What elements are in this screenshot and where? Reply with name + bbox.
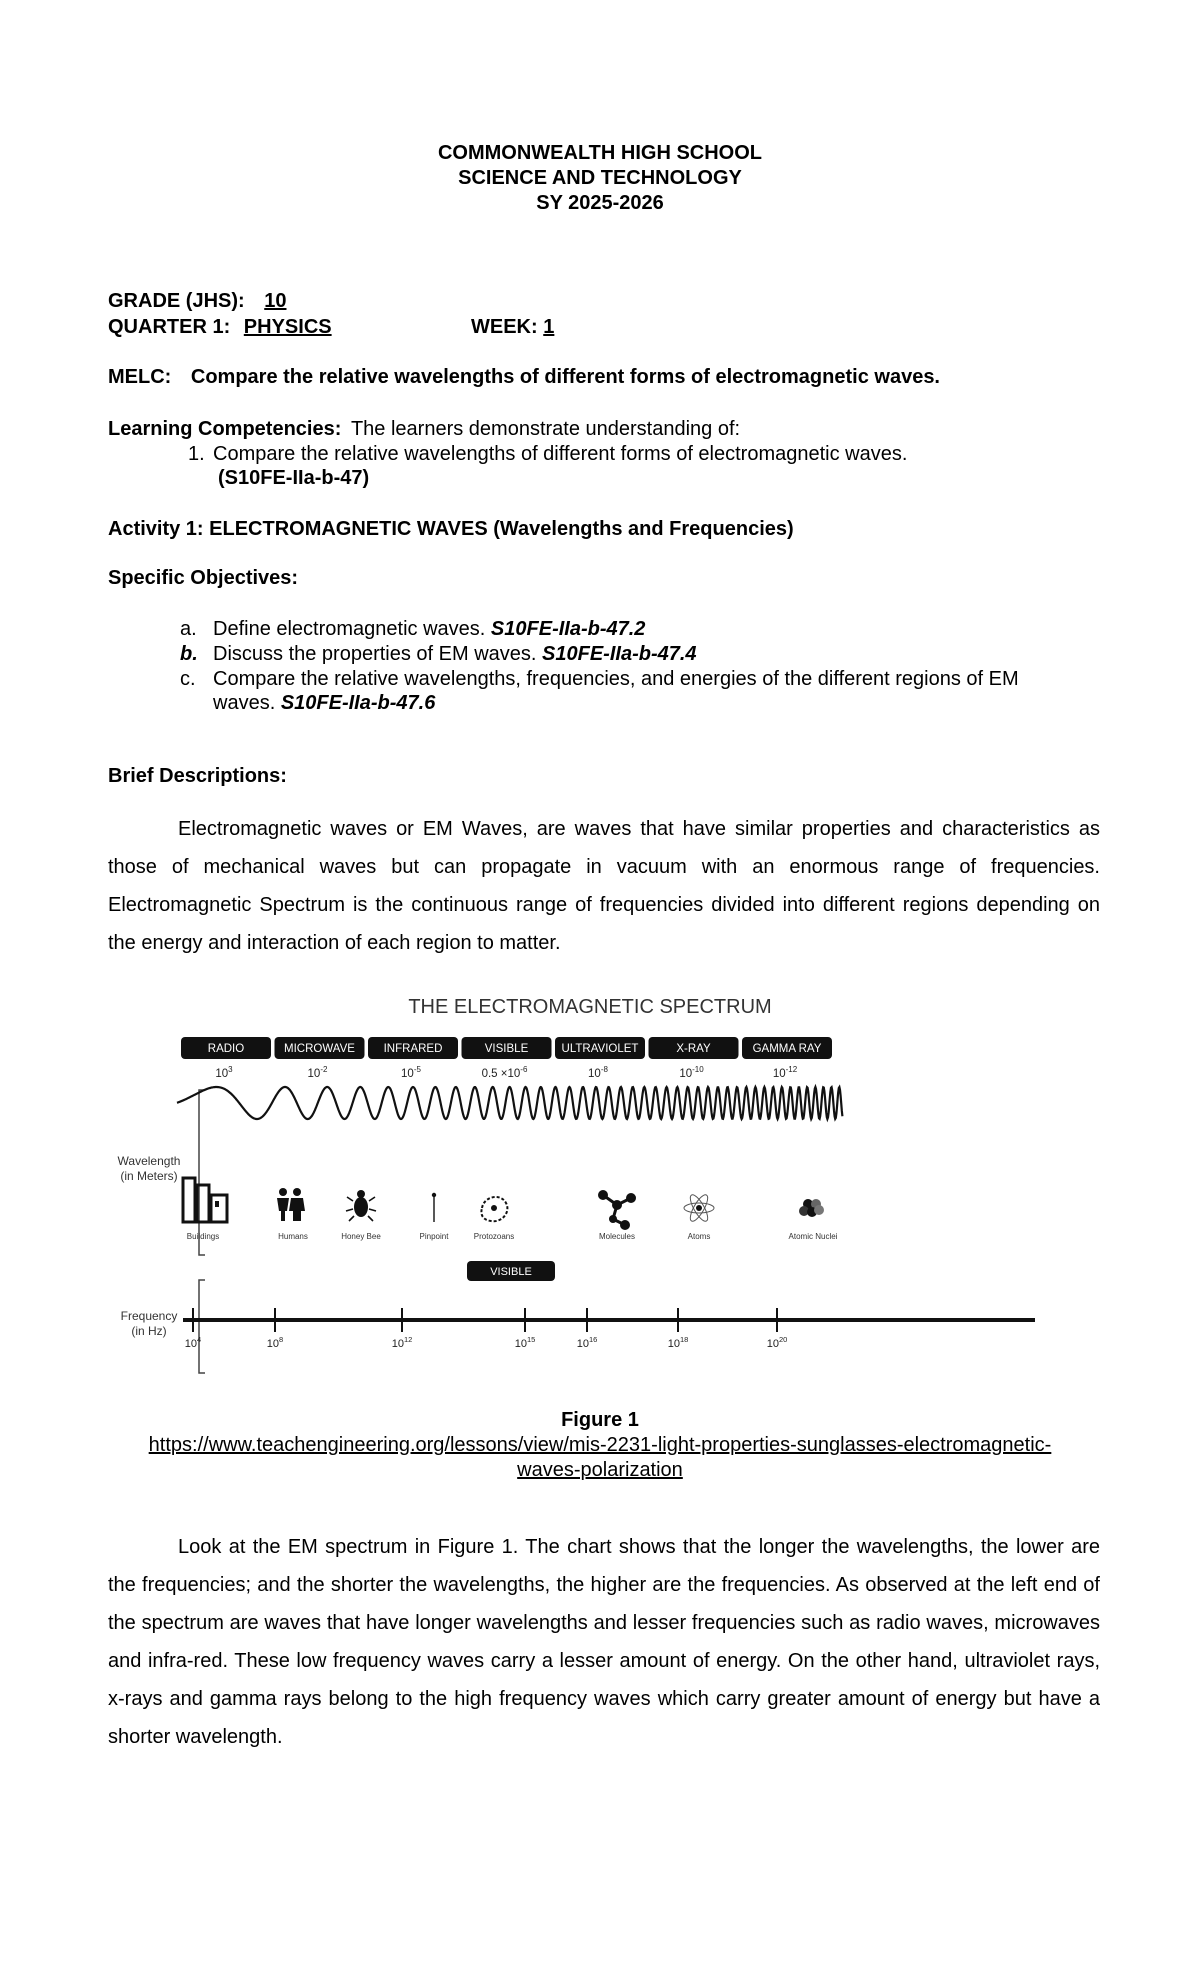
buildings-icon [183, 1178, 227, 1222]
protozoans-icon [481, 1197, 507, 1221]
band-wavelength: $0.5 \times 10^{-6}$ [481, 1065, 528, 1080]
grade-row [108, 290, 286, 313]
objective-text: Discuss the properties of EM waves. [213, 643, 537, 665]
atomic-nuclei-icon [799, 1199, 824, 1217]
quarter-value: PHYSICS [243, 316, 332, 338]
wavelength-wave [177, 1087, 842, 1119]
objective-item [213, 692, 435, 715]
figure-source-link[interactable] [0, 1434, 1200, 1457]
objective-code: S10FE-IIa-b-47.4 [542, 643, 697, 665]
band-wavelength: $10^{-10}$ [679, 1065, 704, 1080]
frequency-tick-label: $10^{18}$ [667, 1335, 689, 1350]
week-row [471, 316, 554, 339]
band-wavelength: $10^{-2}$ [307, 1065, 328, 1080]
week-label: WEEK: [471, 316, 538, 338]
subject-name: SCIENCE AND TECHNOLOGY [458, 167, 742, 189]
objective-letter: c. [180, 668, 196, 690]
objective-text: waves. [213, 692, 276, 714]
objective-letter: b. [180, 643, 198, 665]
object-label: Molecules [598, 1232, 636, 1241]
visible-marker-label: VISIBLE [490, 1266, 532, 1278]
competency-code: (S10FE-IIa-b-47) [218, 467, 370, 489]
objective-code: S10FE-IIa-b-47.6 [280, 692, 436, 714]
object-label: Atomic Nuclei [788, 1232, 838, 1241]
band-wavelength: $10^{-12}$ [772, 1065, 798, 1080]
frequency-tick-label: $10^4$ [184, 1335, 202, 1350]
competency-number: 1. [188, 443, 205, 465]
wavelength-values [215, 1065, 797, 1080]
object-label: Humans [278, 1232, 308, 1241]
object-label: Buildings [186, 1232, 220, 1241]
frequency-tick-label: $10^{12}$ [391, 1335, 413, 1350]
wavelength-axis-unit: (in Meters) [120, 1169, 178, 1183]
quarter-row [108, 316, 332, 339]
brief-heading: Brief Descriptions: [108, 765, 287, 787]
band-label: INFRARED [383, 1043, 443, 1055]
figure-source-link[interactable] [0, 1459, 1200, 1482]
objective-text: Define electromagnetic waves. [213, 618, 486, 640]
object-label: Atoms [687, 1232, 711, 1241]
objective-item [213, 643, 697, 666]
melc-row [108, 366, 940, 389]
band-label: GAMMA RAY [752, 1043, 822, 1055]
melc-label: MELC: [108, 366, 172, 388]
figure-title: THE ELECTROMAGNETIC SPECTRUM [408, 996, 772, 1018]
grade-label: GRADE (JHS): [108, 290, 245, 312]
frequency-tick-label: $10^8$ [266, 1335, 284, 1350]
school-name: COMMONWEALTH HIGH SCHOOL [437, 142, 763, 164]
school-year: SY 2025-2026 [536, 192, 664, 214]
competency-text: Compare the relative wavelengths of different forms of electromagnetic waves. [213, 443, 908, 465]
band-wavelength: $10^3$ [215, 1065, 233, 1080]
wavelength-axis-label: Wavelength [117, 1154, 181, 1168]
band-label: MICROWAVE [284, 1043, 355, 1055]
pinpoint-icon [432, 1193, 436, 1222]
objective-text: Compare the relative wavelengths, frequencies, and energies of the different regions of EM [213, 668, 1019, 690]
activity-title: Activity 1: ELECTROMAGNETIC WAVES (Wavelengths and Frequencies) [108, 518, 794, 540]
melc-text: Compare the relative wavelengths of different forms of electromagnetic waves. [190, 366, 940, 388]
object-label: Honey Bee [341, 1232, 381, 1241]
competencies-row [108, 418, 740, 441]
band-label: ULTRAVIOLET [561, 1043, 639, 1055]
humans-icon [277, 1188, 305, 1221]
week-value: 1 [543, 316, 555, 338]
objective-letter: a. [180, 618, 197, 640]
competencies-label: Learning Competencies: [108, 418, 342, 440]
object-label: Pinpoint [419, 1232, 449, 1241]
source-url-line2[interactable]: waves-polarization [517, 1459, 683, 1481]
object-label: Protozoans [473, 1232, 515, 1241]
competencies-intro: The learners demonstrate understanding of: [350, 418, 741, 440]
em-spectrum-figure [105, 995, 1075, 1395]
analysis-paragraph [108, 1528, 1100, 1756]
honey-bee-icon [346, 1190, 376, 1221]
grade-value: 10 [264, 290, 287, 312]
frequency-bracket [199, 1280, 205, 1373]
frequency-tick-label: $10^{20}$ [766, 1335, 788, 1350]
brief-paragraph [108, 810, 1100, 962]
frequency-axis-unit: (in Hz) [131, 1324, 167, 1338]
band-wavelength: $10^{-8}$ [588, 1065, 608, 1080]
objective-code: S10FE-IIa-b-47.2 [490, 618, 646, 640]
source-url-line1[interactable]: https://www.teachengineering.org/lessons/view/mis-2231-light-properties-sunglasses-electromagnetic- [148, 1434, 1052, 1456]
objectives-heading: Specific Objectives: [108, 567, 299, 589]
atoms-icon [684, 1193, 714, 1224]
wavelength-bracket [199, 1090, 205, 1255]
object-labels [187, 1232, 838, 1241]
objective-item [213, 618, 645, 641]
frequency-tick-label: $10^{15}$ [514, 1335, 536, 1350]
band-label: RADIO [207, 1043, 245, 1055]
frequency-tick-label: $10^{16}$ [576, 1335, 598, 1350]
quarter-label: QUARTER 1: [108, 316, 231, 338]
brief-text: Electromagnetic waves or EM Waves, are waves that have similar properties and characteristics as those of mechanical waves but can propagate in vacuum with an enormous range of frequencies. Electromagnetic Spectrum is the continuous range of frequencies divided into different regions depending on the energy and interaction of each region to matter. [108, 818, 1100, 954]
band-label: VISIBLE [484, 1043, 529, 1055]
band-labels [181, 1037, 832, 1059]
frequency-axis-label: Frequency [120, 1309, 178, 1323]
band-label: X-RAY [676, 1043, 711, 1055]
analysis-text: Look at the EM spectrum in Figure 1. The chart shows that the longer the wavelengths, the lower are the frequencies; and the shorter the wavelengths, the higher are the frequencies. As observed at the left end of the spectrum are waves that have longer wavelengths and lesser frequencies such as radio waves, microwaves and infra-red. These low frequency waves carry a lesser amount of energy. On the other hand, ultraviolet rays, x-rays and gamma rays belong to the high frequency waves which carry greater amount of energy but have a shorter wavelength. [108, 1536, 1100, 1748]
frequency-ticks [185, 1308, 788, 1350]
band-wavelength: $10^{-5}$ [401, 1065, 421, 1080]
molecules-icon [598, 1190, 636, 1230]
figure-caption: Figure 1 [561, 1409, 639, 1431]
